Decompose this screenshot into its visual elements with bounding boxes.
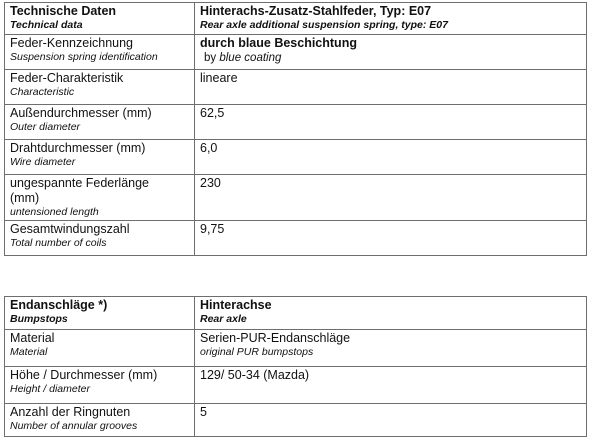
row-label: [5, 404, 195, 437]
value-sub-italic: blue coating: [219, 52, 282, 64]
row-value: [195, 35, 587, 70]
header-cell-left: [5, 3, 195, 35]
value: 6,0: [200, 141, 218, 155]
header-title-en: Bumpstops: [10, 313, 68, 325]
header-title-de: Technische Daten: [10, 4, 117, 18]
axle-title-de: Hinterachse: [200, 298, 272, 312]
value: 129/ 50-34 (Mazda): [200, 368, 310, 382]
value-sub-prefix: by: [204, 52, 217, 64]
technical-data-table: [4, 2, 587, 256]
label-en: Material: [10, 346, 48, 358]
row-label: [5, 330, 195, 367]
row-value: [195, 330, 587, 367]
table-row: [5, 140, 587, 175]
product-title-en: Rear axle additional suspension spring, type: E07: [200, 19, 448, 31]
label-de: Material: [10, 331, 55, 345]
label-en: Wire diameter: [10, 156, 76, 168]
table-row: [5, 35, 587, 70]
row-label: [5, 105, 195, 140]
value: lineare: [200, 71, 238, 85]
label-en: Number of annular grooves: [10, 420, 138, 432]
row-value: [195, 404, 587, 437]
header-title-de: Endanschläge *): [10, 298, 108, 312]
row-value: [195, 221, 587, 256]
label-de-line2: (mm): [10, 191, 40, 205]
label-en: Characteristic: [10, 86, 75, 98]
label-de: ungespannte Federlänge: [10, 176, 150, 190]
bumpstops-table: [4, 296, 587, 437]
row-label: [5, 175, 195, 221]
label-en: Suspension spring identification: [10, 51, 158, 63]
table-row: [5, 330, 587, 367]
label-en: Height / diameter: [10, 383, 90, 395]
row-label: [5, 35, 195, 70]
label-de: Gesamtwindungszahl: [10, 222, 130, 236]
label-en: Total number of coils: [10, 237, 107, 249]
product-title-de: Hinterachs-Zusatz-Stahlfeder, Typ: E07: [200, 4, 432, 18]
header-cell-left: [5, 297, 195, 330]
value: 62,5: [200, 106, 225, 120]
row-label: [5, 367, 195, 404]
row-label: [5, 140, 195, 175]
table-row: [5, 175, 587, 221]
value-en: original PUR bumpstops: [200, 346, 314, 358]
table-row: [5, 221, 587, 256]
label-de: Höhe / Durchmesser (mm): [10, 368, 158, 382]
label-de: Außendurchmesser (mm): [10, 106, 152, 120]
label-en: untensioned length: [10, 206, 99, 218]
value-bold: durch blaue Beschichtung: [200, 36, 357, 50]
label-en: Outer diameter: [10, 121, 81, 133]
label-de: Feder-Kennzeichnung: [10, 36, 133, 50]
row-label: [5, 221, 195, 256]
row-value: [195, 140, 587, 175]
row-label: [5, 70, 195, 105]
header-cell-right: [195, 297, 587, 330]
table-header-row: [5, 297, 587, 330]
table-row: [5, 105, 587, 140]
row-value: [195, 175, 587, 221]
row-value: [195, 70, 587, 105]
value: 230: [200, 176, 221, 190]
row-value: [195, 105, 587, 140]
label-de: Feder-Charakteristik: [10, 71, 124, 85]
header-cell-right: [195, 3, 587, 35]
table-header-row: [5, 3, 587, 35]
label-de: Anzahl der Ringnuten: [10, 405, 131, 419]
axle-title-en: Rear axle: [200, 313, 247, 325]
value: Serien-PUR-Endanschläge: [200, 331, 351, 345]
label-de: Drahtdurchmesser (mm): [10, 141, 146, 155]
value-sub: [200, 51, 581, 65]
value: 5: [200, 405, 207, 419]
header-title-en: Technical data: [10, 19, 83, 31]
table-row: [5, 70, 587, 105]
table-row: [5, 404, 587, 437]
value: 9,75: [200, 222, 225, 236]
row-value: [195, 367, 587, 404]
table-row: [5, 367, 587, 404]
